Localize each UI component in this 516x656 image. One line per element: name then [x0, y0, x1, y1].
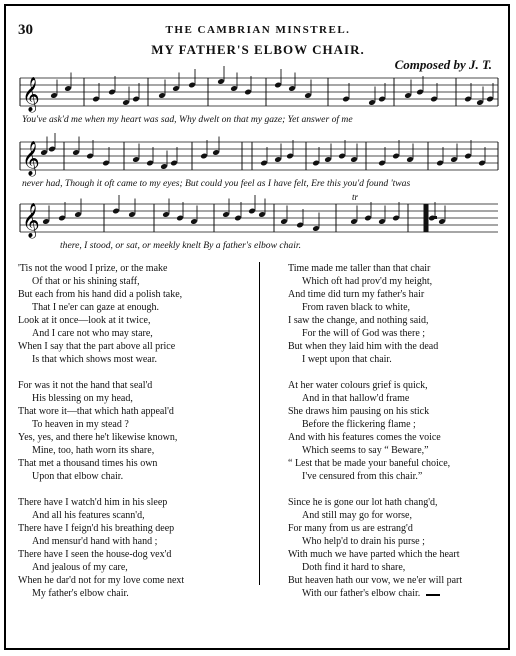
verse-line: Mine, too, hath worn its share,: [32, 445, 155, 456]
verse-line: And with his features comes the voice: [288, 432, 441, 443]
verse-line: But when they laid him with the dead: [288, 341, 439, 352]
verse-line: That I ne'er can gaze at enough.: [32, 302, 160, 313]
column-divider: [259, 262, 260, 585]
rest-mark: [432, 216, 437, 219]
verse-line: But heaven hath our vow, we ne'er will part: [288, 575, 463, 586]
verse-line: At her water colours grief is quick,: [288, 380, 428, 391]
verse-line: I wept upon that chair.: [302, 354, 392, 365]
verse-line: That met a thousand times his own: [18, 458, 158, 469]
verse-line: Look at it once—look at it twice,: [18, 315, 151, 326]
stanza: [288, 379, 462, 483]
verse-line: With much we have parted which the heart: [288, 549, 460, 560]
running-head: THE CAMBRIAN MINSTREL.: [165, 24, 351, 36]
music-score: [16, 66, 500, 256]
verse-line: And in that hallow'd frame: [302, 393, 410, 404]
verse-line: For the will of God was there ;: [302, 328, 426, 339]
verse-line: Which seems to say “ Beware,”: [302, 445, 429, 456]
verse-line: Of that or his shining staff,: [32, 276, 140, 287]
verse-line: There have I feign'd his breathing deep: [18, 523, 175, 534]
verse-line: And I care not who may stare,: [32, 328, 153, 339]
verse-line: Yes, yes, and there he't likewise known,: [18, 432, 178, 443]
verse-line: Before the flickering flame ;: [302, 419, 416, 430]
lyric-line-3: there, I stood, or sat, or meekly knelt By a father's elbow chair.: [60, 240, 301, 251]
song-title: MY FATHER'S ELBOW CHAIR.: [151, 42, 365, 57]
verse-line: That wore it—that which hath appeal'd: [18, 406, 174, 417]
verse-line: For many from us are estrang'd: [288, 523, 413, 534]
trill-mark: tr: [352, 192, 359, 202]
verse-line: And all his features scann'd,: [32, 510, 145, 521]
verse-line: When he dar'd not for my love come next: [18, 575, 185, 586]
verse-line: There have I watch'd him in his sleep: [18, 497, 168, 508]
page-number: 30: [18, 22, 33, 38]
lyric-line-1: You've ask'd me when my heart was sad, Why dwelt on that my gaze; Yet answer of me: [22, 114, 353, 125]
verse-line: When I say that the part above all price: [18, 341, 176, 352]
verse-line: Since he is gone our lot hath chang'd,: [288, 497, 438, 508]
stanza: [288, 262, 462, 366]
lyric-line-2: never had, Though it oft came to my eyes; But could you feel as I have felt, Ere this you'd found 'twas: [22, 178, 411, 189]
stanza: [18, 379, 184, 483]
stanza: [288, 496, 462, 600]
verses-right-column: [288, 262, 462, 613]
verse-line: “ Lest that be made your baneful choice,: [288, 458, 451, 469]
verse-line: And still may go for worse,: [302, 510, 412, 521]
verse-line: And mensur'd hand with hand ;: [32, 536, 158, 547]
verse-line: 'Tis not the wood I prize, or the make: [18, 263, 168, 274]
verse-line: Time made me taller than that chair: [288, 263, 431, 274]
stanza: [18, 496, 184, 600]
verse-line: I've censured from this chair.”: [302, 471, 423, 482]
stanza: [18, 262, 184, 366]
verse-line: She draws him pausing on his stick: [288, 406, 430, 417]
verse-line: I saw the change, and nothing said,: [288, 315, 429, 326]
verse-line: There have I seen the house-dog vex'd: [18, 549, 172, 560]
verse-line: My father's elbow chair.: [32, 588, 129, 599]
verse-line: Upon that elbow chair.: [32, 471, 124, 482]
treble-clef-icon: 𝄞: [22, 77, 40, 112]
verse-line: Is that which shows most wear.: [32, 354, 157, 365]
verse-line: Doth find it hard to share,: [302, 562, 406, 573]
verse-line: But each from his hand did a polish take,: [18, 289, 183, 300]
end-ornament: [426, 594, 440, 596]
composer-credit: Composed by J. T.: [394, 57, 492, 72]
verse-line: His blessing on my head,: [32, 393, 133, 404]
verse-line: From raven black to white,: [302, 302, 411, 313]
treble-clef-icon: 𝄞: [22, 141, 40, 176]
verses-left-column: [18, 262, 184, 613]
verse-line: For was it not the hand that seal'd: [18, 380, 153, 391]
verse-line: Which oft had prov'd my height,: [302, 276, 433, 287]
verse-line: And jealous of my care,: [32, 562, 128, 573]
treble-clef-icon: 𝄞: [22, 203, 40, 238]
verse-line: And time did turn my father's hair: [288, 289, 425, 300]
verse-line: To heaven in my stead ?: [32, 419, 129, 430]
verse-line: With our father's elbow chair.: [302, 588, 421, 599]
verse-line: Who help'd to drain his purse ;: [302, 536, 425, 547]
